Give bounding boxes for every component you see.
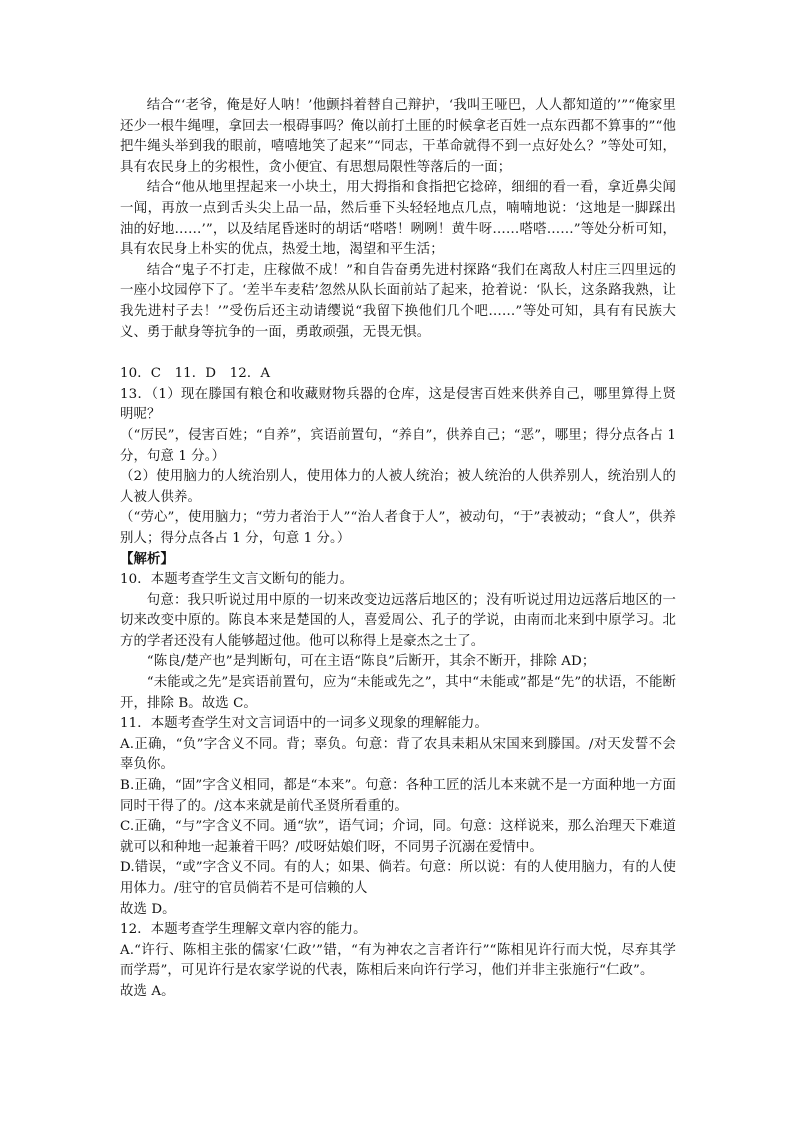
question-13-part-2-note: （“劳心”，使用脑力；“劳力者治于人”“治人者食于人”，被动句，“于”表被动；“食人”，供养别人；得分点各占 1 分，句意 1 分。） (120, 510, 676, 546)
question-10-reason-2: “未能或之先”是宾语前置句，应为“未能或先之”，其中“未能或”都是“先”的状语，不能断开，排除 B。故选 C。 (120, 675, 676, 711)
analysis-paragraph-3: 结合“鬼子不打走，庄稼做不成！”和自告奋勇先进村探路“我们在离敌人村庄三四里远的一座小坟园停下了。‘差半车麦秸’忽然从队长面前站了起来，抢着说：‘队长，这条路我熟，让我先进村子去！’”受伤后还主动请缨说“我留下换他们几个吧……”等处可知，具有有民族大义、勇于献身等抗争的一面，勇敢顽强，无畏无惧。 (120, 262, 676, 340)
analysis-paragraph-1: 结合“‘老爷，俺是好人呐！’他颤抖着替自己辩护，‘我叫王哑巴，人人都知道的’”“俺家里还少一根牛绳哩，拿回去一根碍事吗？俺以前打土匪的时候拿老百姓一点东西都不算事的”“他把牛绳头举到我的眼前，嘻嘻地笑了起来”“同志，干革命就得不到一点好处么？”等处可知，具有农民身上的劣根性，贪小便宜、有思想局限性等落后的一面； (120, 98, 676, 175)
question-13-part-1: 13．（1）现在滕国有粮仓和收藏财物兵器的仓库，这是侵害百姓来供养自己，哪里算得上贤明呢？ (120, 386, 676, 423)
answer-line-10-12: 10．C 11．D 12．A (120, 366, 271, 382)
question-12-option-a: A.“许行、陈相主张的儒家‘仁政’”错，“有为神农之言者许行”“陈相见许行而大悦，尽弃其学而学焉”，可见许行是农家学说的代表，陈相后来向许行学习，他们并非主张施行“仁政”。 (120, 942, 676, 979)
question-11-option-c: C.正确，“与”字含义不同。通“欤”，语气词；介词，同。句意：这样说来，那么治理天下难道就可以和种地一起兼着干吗？/哎呀姑娘们呀，不同男子沉溺在爱情中。 (120, 819, 676, 855)
question-13-part-1-note: （“厉民”，侵害百姓；“自养”，宾语前置句，“养自”，供养自己；“恶”，哪里；得分点各占 1 分，句意 1 分。） (120, 427, 676, 464)
question-10-title: 10．本题考查学生文言文断句的能力。 (120, 572, 354, 588)
question-11-conclusion: 故选 D。 (120, 901, 176, 917)
question-10-reason-1: “陈良/楚产也”是判断句，可在主语“陈良”后断开，其余不断开，排除 AD； (146, 654, 596, 670)
question-11-title: 11．本题考查学生对文言词语中的一词多义现象的理解能力。 (120, 716, 488, 732)
question-11-option-a: A.正确，“负”字含义不同。背；辜负。句意：背了农具耒耜从宋国来到滕国。/对天发誓不会辜负你。 (120, 736, 676, 773)
question-10-translation: 句意：我只听说过用中原的一切来改变边远落后地区的；没有听说过用边远落后地区的一切来改变中原的。陈良本来是楚国的人，喜爱周公、孔子的学说，由南而北来到中原学习。北方的学者还没有人能够超过他。他可以称得上是豪杰之士了。 (120, 592, 676, 649)
analysis-paragraph-2: 结合“他从地里捏起来一小块土，用大拇指和食指把它捻碎，细细的看一看，拿近鼻尖闻一闻，再放一点到舌头尖上品一品，然后垂下头轻轻地点几点，喃喃地说：‘这地是一脚踩出油的好地……’”，以及结尾昏迷时的胡话“嗒嗒！咧咧！黄牛呀……嗒嗒……”等处分析可知，具有农民身上朴实的优点，热爱土地，渴望和平生活； (120, 180, 676, 258)
question-12-title: 12．本题考查学生理解文章内容的能力。 (120, 922, 367, 938)
question-13-part-2: （2）使用脑力的人统治别人，使用体力的人被人统治；被人统治的人供养别人，统治别人的人被人供养。 (120, 469, 676, 505)
document-page (120, 96, 676, 1003)
question-11-option-b: B.正确，“固”字含义相同，都是“本来”。句意：各种工匠的活儿本来就不是一方面种地一方面同时干得了的。/这本来就是前代圣贤所看重的。 (120, 778, 676, 814)
question-12-conclusion: 故选 A。 (120, 983, 175, 999)
explanation-heading: 【解析】 (120, 551, 174, 568)
question-11-option-d: D.错误，“或”字含义不同。有的人；如果、倘若。句意：所以说：有的人使用脑力，有的人使用体力。/驻守的官员倘若不是可信赖的人 (120, 860, 676, 896)
section-gap (120, 343, 676, 364)
